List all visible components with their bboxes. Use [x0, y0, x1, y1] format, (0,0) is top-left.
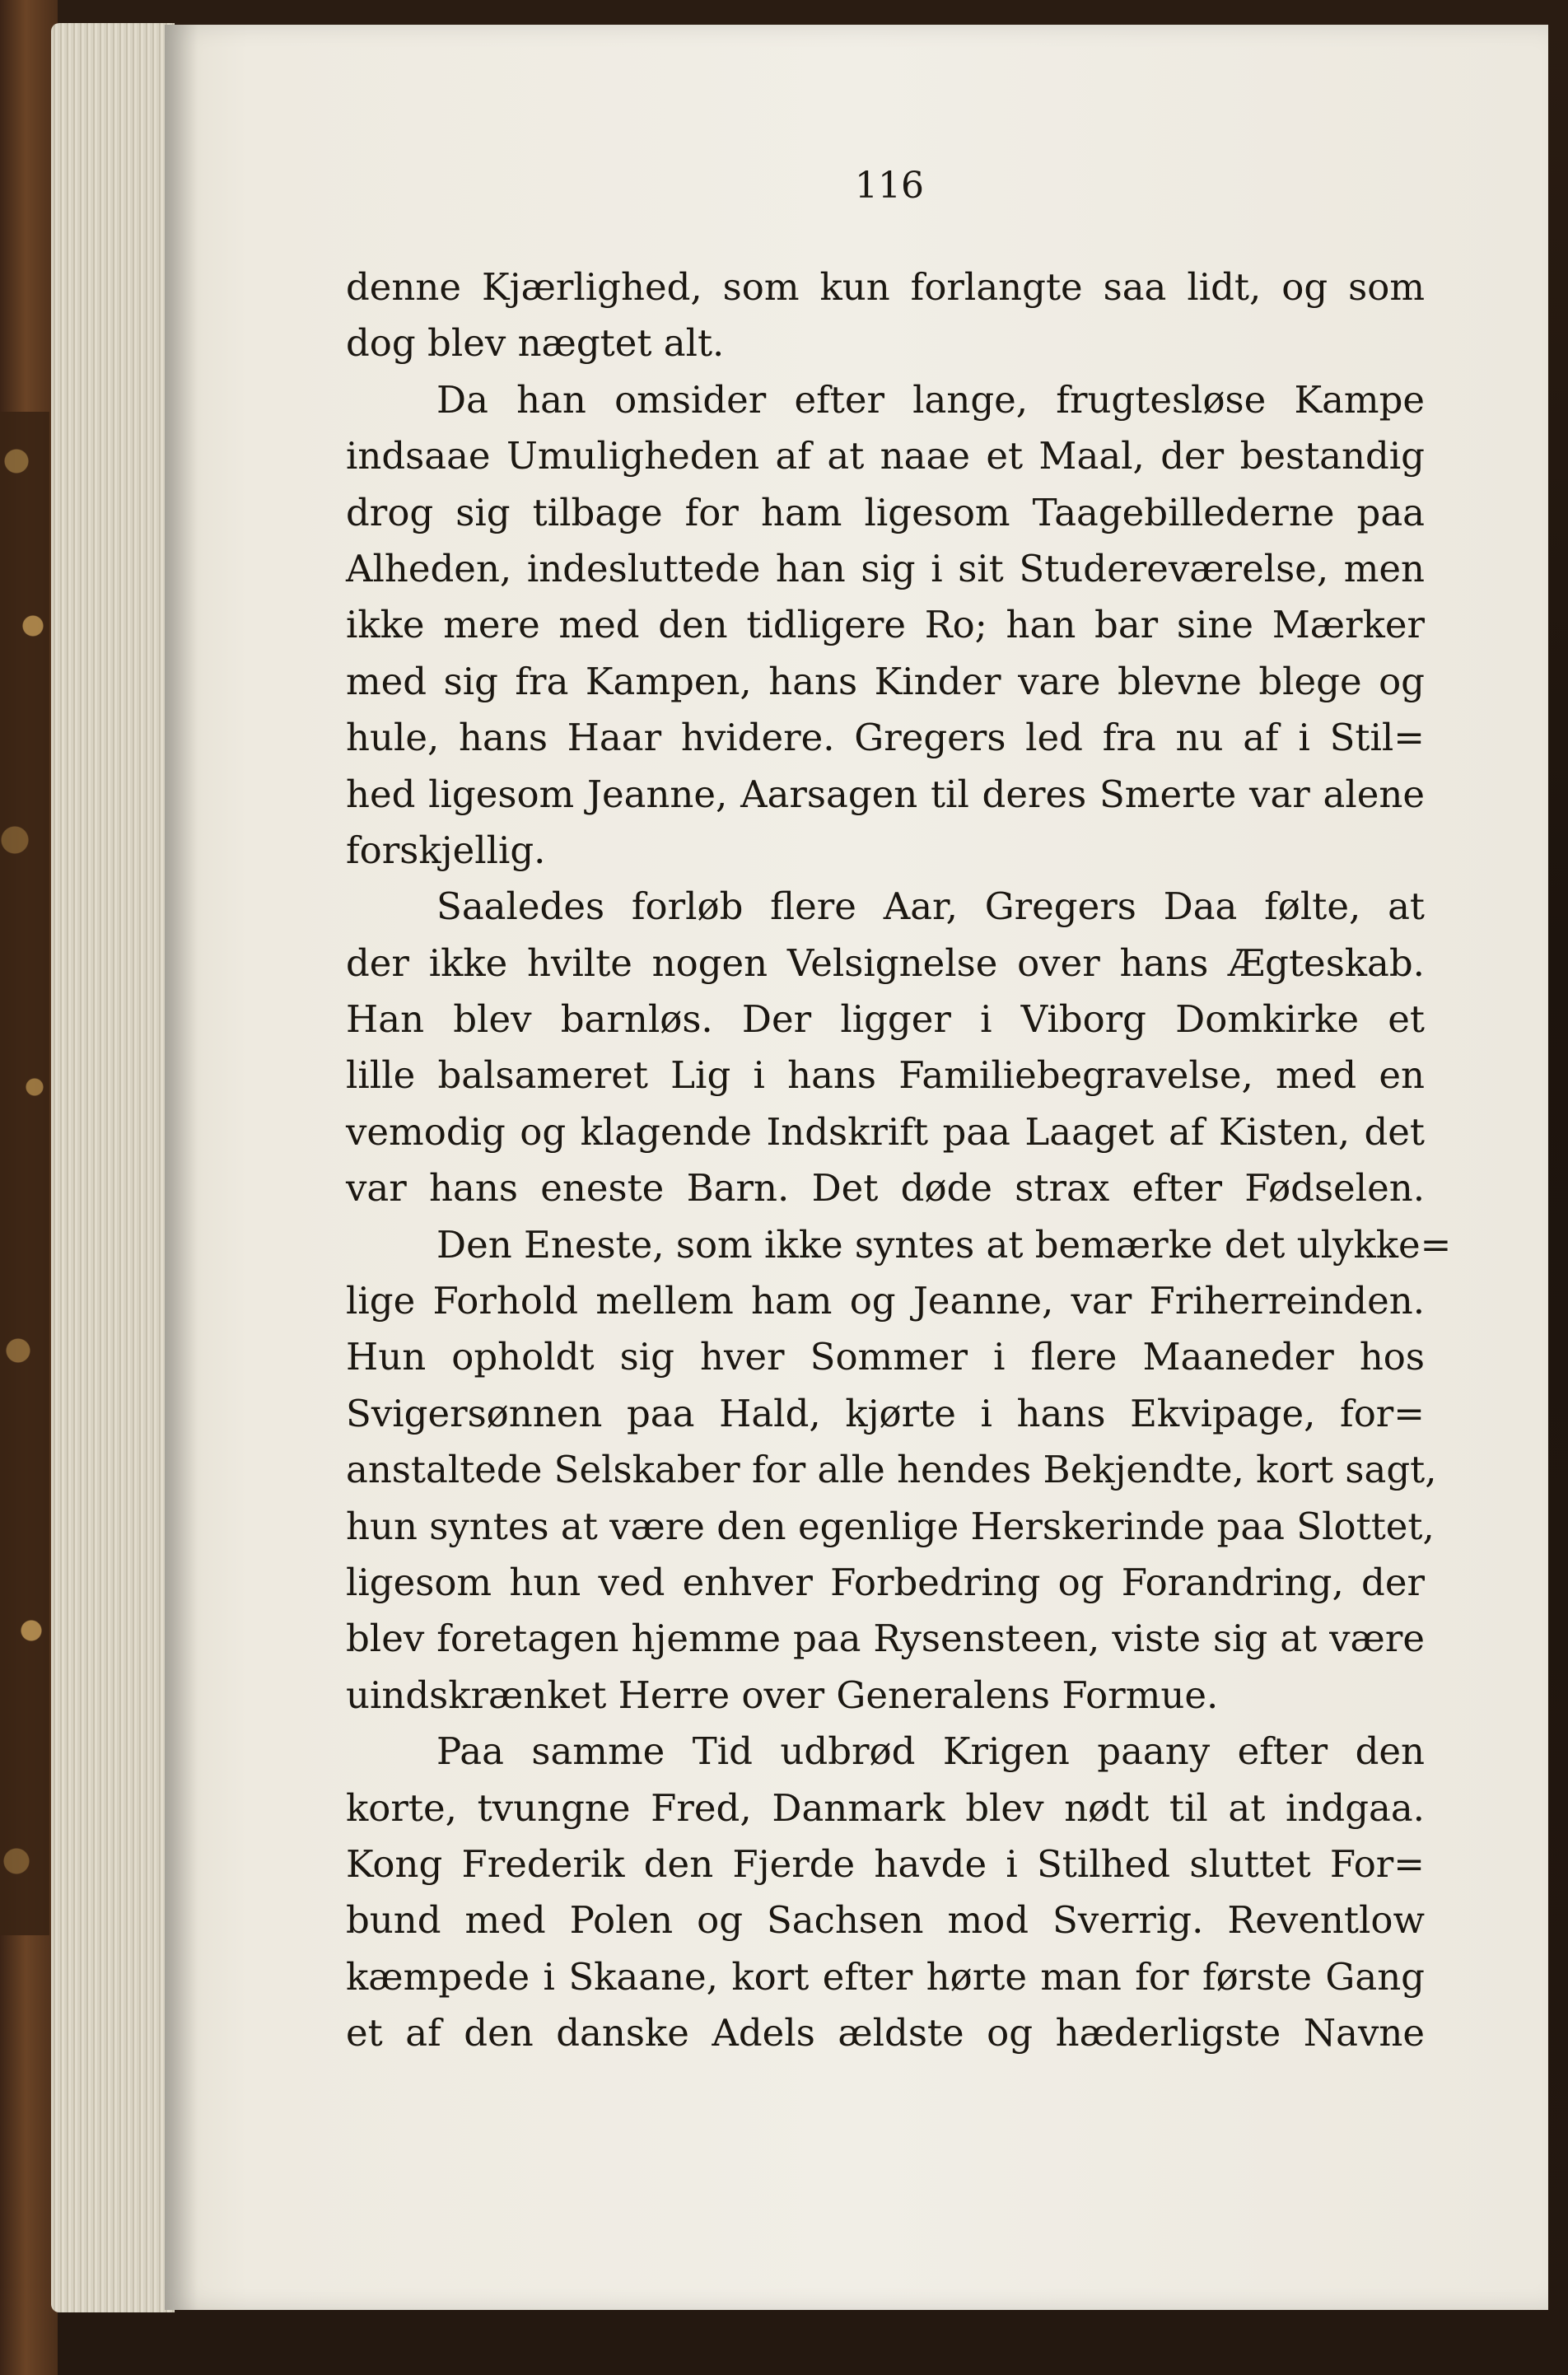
text-line: korte, tvungne Fred, Danmark blev nødt til at indgaa.: [346, 1785, 1425, 1830]
body-text: [346, 259, 1452, 2062]
text-line: hed ligesom Jeanne, Aarsagen til deres Smerte var alene: [346, 772, 1425, 816]
text-line: blev foretagen hjemme paa Rysensteen, viste sig at være: [346, 1617, 1425, 1661]
text-line: Den Eneste, som ikke syntes at bemærke det ulykke=: [436, 1222, 1452, 1267]
text-line: drog sig tilbage for ham ligesom Taagebillederne paa: [346, 490, 1425, 534]
text-line: ikke mere med den tidligere Ro; han bar sine Mærker: [346, 603, 1425, 647]
text-line: bund med Polen og Sachsen mod Sverrig. Reventlow: [346, 1898, 1425, 1943]
text-line: forskjellig.: [346, 828, 546, 872]
text-line: Hun opholdt sig hver Sommer i flere Maaneder hos: [346, 1335, 1425, 1379]
text-line: et af den danske Adels ældste og hæderligste Navne: [346, 2011, 1425, 2055]
text-line: var hans eneste Barn. Det døde strax efter Fødselen.: [346, 1166, 1425, 1211]
text-line: indsaae Umuligheden af at naae et Maal, der bestandig: [346, 434, 1425, 478]
text-line: ligesom hun ved enhver Forbedring og Forandring, der: [346, 1560, 1425, 1604]
text-line: Saaledes forløb flere Aar, Gregers Daa følte, at: [436, 884, 1425, 929]
text-line: Paa samme Tid udbrød Krigen paany efter den: [436, 1729, 1425, 1774]
text-line: Da han omsider efter lange, frugtesløse Kampe: [436, 377, 1425, 422]
text-line: uindskrænket Herre over Generalens Formue.: [346, 1673, 1219, 1717]
text-line: Han blev barnløs. Der ligger i Viborg Domkirke et: [346, 997, 1425, 1042]
text-line: denne Kjærlighed, som kun forlangte saa lidt, og som: [346, 265, 1425, 309]
text-line: dog blev nægtet alt.: [346, 321, 725, 366]
text-line: anstaltede Selskaber for alle hendes Bekjendte, kort sagt,: [346, 1448, 1437, 1492]
text-line: lille balsameret Lig i hans Familiebegravelse, med en: [346, 1053, 1425, 1098]
text-line: hun syntes at være den egenlige Herskerinde paa Slottet,: [346, 1504, 1435, 1548]
text-line: Svigersønnen paa Hald, kjørte i hans Ekvipage, for=: [346, 1391, 1425, 1435]
text-line: hule, hans Haar hvidere. Gregers led fra nu af i Stil=: [346, 716, 1425, 760]
page-edges: [51, 23, 175, 2312]
text-line: Alheden, indesluttede han sig i sit Studereværelse, men: [346, 546, 1425, 590]
text-line: der ikke hvilte nogen Velsignelse over hans Ægteskab.: [346, 940, 1425, 985]
text-line: vemodig og klagende Indskrift paa Laaget af Kisten, det: [346, 1109, 1425, 1154]
text-line: lige Forhold mellem ham og Jeanne, var Friherreinden.: [346, 1279, 1425, 1323]
text-line: kæmpede i Skaane, kort efter hørte man for første Gang: [346, 1954, 1425, 1999]
text-line: Kong Frederik den Fjerde havde i Stilhed sluttet For=: [346, 1841, 1425, 1886]
gutter-shadow: [165, 25, 198, 2310]
marbled-cover: [0, 412, 49, 1935]
page-number: 116: [855, 165, 924, 207]
text-line: med sig fra Kampen, hans Kinder vare blevne blege og: [346, 659, 1425, 703]
